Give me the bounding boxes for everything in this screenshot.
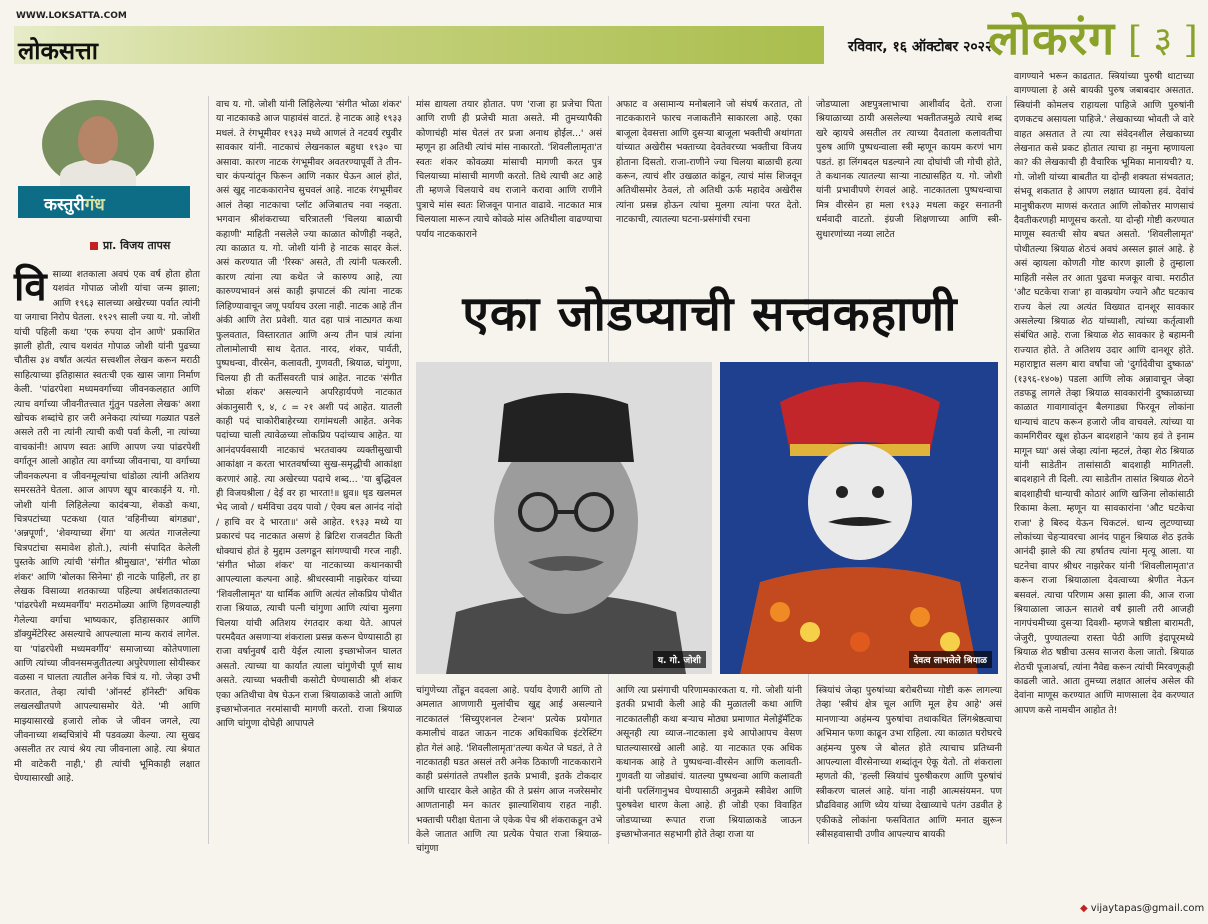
column-divider [208,96,209,844]
author-email[interactable] [1080,903,1204,914]
article-column-2 [216,98,402,842]
article-column-3-top [416,98,602,260]
website-url[interactable]: WWW.LOKSATTA.COM [16,11,127,21]
idol-photo [720,362,998,674]
article-text: साव्या शतकाला अवघं एक वर्ष होता होता यशवंत गोपाळ जोशी यांचा जन्म झाला; आणि १९६३ सालच्या अखेरच्या पर्वात त्यांनी या जगाचा निरोप घेतला. १९२९ साली ज्या य. गो. जोशी यांची पहिली कथा 'एक रुपया दोन आणे' प्रकाशित झाली होती, त्याच यशवंत गोपाळ जोशी यांनी पुढच्या चौतीस ३४ वर्षांत अत्यंत सत्त्वशील लेखन करून मराठी साहित्याच्या इतिहासात स्वतःची एक खास जागा निर्माण केली. 'पांढरपेशा मध्यमवर्गाच्या जीवनकलहात आणि त्याच वर्गाच्या जीवनीतत्त्वात गुंतुन पडलेला लेखक' अशा खोचक शब्दांचे हार जरी अनेकदा त्यांच्या गळ्यात पडले असले तरी ना त्यांनी त्याची कधी पर्वा केली, ना त्यांच्या वाचकांनी! आपण स्वतः आणि आपण ज्या पांढरपेशी वर्गातून आलो आहोत त्या वर्गाच्या जीवनाचा, या वर्गाच्या जीवनकल्पना व जीवनमूल्यांचा धांडोळा त्यांनी अतिशय समरसतेने घेतला. आज आपण खूप बारकाईने य. गो. जोशी यांनी लिहिलेल्या कादंबऱ्या, शेकडो कथा, चित्रपटांच्या पटकथा (यात 'वहिनीच्या बांगड्या', 'अन्नपूर्णा', 'शेवग्याच्या शेंगा' या अत्यंत गाजलेल्या चित्रपटांचा समावेश होतो.), त्यांनी संपादित केलेली पुस्तके आणि त्यांची 'संगीत श्रीमुखात', 'संगीत भोळा शंकर' आणि 'बोलका सिनेमा' ही नाटके पाहिली, तर हा लेखक विसाव्या शतकाच्या पहिल्या अर्धशतकातल्या 'पांढरपेशी मध्यमवर्गीय' मराठमोळ्या आणि हिणवल्याही गेलेल्या वर्गाचा भाष्यकार, इतिहासकार आणि डॉक्युमेंटेरिस्ट असल्याचे आपल्याला मान्य करावं लागेल. या 'पांढरपेशी मध्यमवर्गीय' समाजाच्या कोतेपणाला आणि त्यांच्या जीवनसमजुतीतल्या अपुरेपणाला सोयीस्कर वळसा न घालता त्यातील अनेक चित्रं य. गो. जेव्हा उभी करतात, तेव्हा त्यांची 'ऑनर्स्ट हॉनेस्टी' अधिक लखलखीतपणे आपल्यासमोर येते. 'मी आणि माझ्यासारखे हजारो लोक जे जीवन जगले, त्या जीवनाच्या शब्दचित्रांचे मी पडवळ्या केल्या. त्या सुखद असलीत तर त्याचं श्रेय त्या जीवनाला आहे. त्या श्रेयात मी वाटेकरी नाही,' ही त्यांची भूमिकाही लक्षात घेण्यासारखी आहे. [14,269,200,785]
article-text: वाच य. गो. जोशी यांनी लिहिलेल्या 'संगीत भोळा शंकर' या नाटकाकडे आज पाहावंसं वाटतं. हे नाटक आहे १९३३ मधलं. ते रंगभूमीवर १९३३ मध्ये आणलं ते नटवर्य रघुवीर सावकार यांनी. नाटकाचं लेखनकाल बहुधा १९३० चा असावा. कारण नाटक रंगभूमीवर अवतरण्यापूर्वी ते तीन-चार कंपन्यांतून फिरून आणि नकार घेऊन आलं होतं, असं खुद्द नाटककारानेच सुचवलं आहे. नाटक रंगभूमीवर आलं तेव्हा नाटकाचा प्लॉट अजिबातच नवा नव्हता. भगवान श्रीशंकराच्या चरित्रातली 'चिलया बाळाची कहाणी' माहिती नसलेले ज्या काळात कोणीही नव्हते, त्या काळात य. गो. जोशी यांनी हे नाटक सादर केलं. असं करण्यात जी 'रिस्क' असते, ती त्यांनी पत्करली. कारण त्यांना त्या कथेत जे कारुण्य आहे, त्या कारुण्यभावनं असं काही झपाटलं की त्यांना नाटक लिहिण्यावाचून जणू पर्यायच उरला नाही. नाटक आहे तीन अंकी आणि तेरा प्रवेशी. यात दहा पात्रं नाट्यगत कथा फुलवतात, विस्तारतात आणि अन्य तीन पात्रं त्यांना तोलामोलाची साथ देतात. नारद, शंकर, पार्वती, पुष्पधन्वा, वीरसेन, कलावती, गुणवती, श्रियाळ, चांगुणा, चिलया ही ती कर्तीसवरती पात्रं आहेत. नाटक 'संगीत भोळा शंकर' असल्याने अपरिहार्यपणे नाटकात अंकानुसारी ९, ४, ८ = २१ अशी पदं आहेत. यातली काही पदं चाकोरीबाहेरच्या रागांमधली आहेत. अनेक पदांच्या चाली त्यावेळच्या लोकप्रिय पदांच्याच आहेत. या आनंदपर्यवसायी नाटकाचं भरतवाक्य व्यक्तीसुखाची आकांक्षा न करता भारतवर्षाच्या सुख-समृद्धीची आकांक्षा करणारं आहे. त्या अखेरच्या पदाचे शब्द... 'या बुद्धिवल ही विजयश्रीला / देई वर हा भारता!॥ ध्रुव॥ धृड खलमल भेद जावो / धर्मविचा उदय पावो / ऐक्य बल आनंद नांदो / हाचि वर दे भारता॥' असे आहेत. १९३३ मध्ये या प्रकारचं पद नाटकात असणं हे ब्रिटिश राजवटीत किती धोक्याचं होतं हे मुद्दाम उलगडून सांगण्याची गरज नाही. 'संगीत भोळा शंकर' या नाटकाच्या कथानकाची आपल्याला कल्पना आहे. श्रीधरस्वामी नाझरेकर यांच्या 'शिवलीलामृत' या धार्मिक आणि अत्यंत लोकप्रिय पोथीत राजा श्रियाळ, त्याची पत्नी चांगुणा आणि त्यांचा मुलगा चिलया यांची अतिशय रंगतदार कथा येते. आपलं परमदैवत असणाऱ्या शंकराला प्रसन्न करून घेण्यासाठी हा राजा वर्षानुवर्षं दारी येईल त्याला इच्छाभोजन घालत असतो. त्याच्या या कार्यात त्याला चांगुणेची पूर्ण साथ असते. त्याच्या भक्तीची कसोटी घेण्यासाठी श्री शंकर एका अतिथीचा वेष घेऊन राजा श्रियाळाकडे जातो आणि इच्छाभोजनात नरमांसाची मागणी करतो. राजा श्रियाळ आणि चांगुणा दोघेही आपापले [216,99,402,730]
column-name-tag [18,186,190,218]
article-column-5-top [816,98,1002,260]
article-column-1 [14,264,200,842]
author-photo [42,100,154,188]
column-divider [408,96,409,844]
article-text: स्त्रियांचं जेव्हा पुरुषांच्या बरोबरीच्या गोष्टी करू लागल्या तेव्हा 'स्त्रीचं क्षेत्र चूल आणि मूल हेच आहे' असं मानणाऱ्या अहंमन्य पुरुषांचा तथाकथित लिंगश्रेष्ठत्वाचा अभिमान फणा काढून उभा राहिला. त्या काळात घरोघरचे अहंमन्य पुरुष जे बोलत होते त्याचाच प्रतिध्वनी आपल्याला वीरसेनाच्या शब्दांतून ऐकू येतो. तो शंकराला म्हणतो की, 'हल्ली स्त्रियांचं पुरुषीकरण आणि पुरुषांचं स्त्रीकरण चाललं आहे. यांना नाही आत्मसंयमन. पण प्रौढविवाह आणि ध्येय यांच्या देखाव्याचे पतंग उडवीत हे एकीकडे लोकांना फसवितात आणि मनात झुरून स्त्रीसहवासाची उणीव आपल्याच बायकी [816,685,1002,841]
publication-date: रविवार, १६ ऑक्टोबर २०२२ [848,39,993,55]
diamond-icon: ◆ [1080,903,1088,914]
article-text: जोडप्याला अष्टपुत्रलाभाचा आशीर्वाद देतो. राजा श्रियाळाच्या ठायी असलेल्या भक्तीतजमुळे त्याचे शब्द खरे व्हायचे असतील तर त्याच्या दैवताला कलावतीचा पुरुष आणि पुष्पधन्वाला स्त्री म्हणून कायम करणं भाग पडतं. हा लिंगबदल घडल्याने त्या दोघांची जी गोची होते, ते कथानक त्यातल्या साऱ्या नाट्यासहित य. गो. जोशी यांनी प्रभावीपणे रंगवलं आहे. नाटकातला पुष्पधन्वाचा मित्र वीरसेन हा मला १९३३ मधला कट्टर सनातनी धर्मवादी वाटतो. इंग्रजी शिक्षणाच्या आणि स्त्री-सुधारणांच्या नव्या लाटेत [816,99,1002,240]
section-title: लोकरंग [988,11,1116,65]
idol-caption: देवत्व लाभलेले श्रियाळ [909,651,993,668]
article-text: आणि त्या प्रसंगाची परिणामकारकता य. गो. जोशी यांनी इतकी प्रभावी केली आहे की मुळातली कथा आणि नाटकातलीही कथा बऱ्याच मोठ्या प्रमाणात मेलोड्रॅमॅटिक असूनही त्या व्याज-नाटकाला इथे आपोआपच वेसण घातल्यासारखे आली आहे. या नाटकात एक अधिक कथानक आहे ते पुष्पधन्वा-वीरसेन आणि कलावती-गुणवती या जोड्यांचं. यातल्या पुष्पधन्वा आणि कलावती यांनी परलिंगानुभव घेण्यासाठी अनुक्रमे स्त्रीवेश आणि पुरुषवेश धारण केला आहे. ही जोडी एका विवाहित जोडप्याच्या रूपात राजा श्रियाळाकडे जाऊन इच्छाभोजनात सहभागी होते तेव्हा राजा या [616,685,802,841]
article-column-3-bottom [416,684,602,855]
article-text: वागण्याने भरून काढतात. स्त्रियांच्या पुरुषी थाटाच्या वागण्याला हे असे बायकी पुरुष जबाबदार असतात. स्त्रियांनी कोमलच राहायला पाहिजे आणि पुरुषांनी दणकटच असायला पाहिजे.' लेखकाच्या भोवती जे वारे वाहत असतात ते त्या त्या संवेदनशील लेखकाच्या लेखनात कसे प्रकट होतात त्याचा हा नमुना म्हणायला का? की लेखकाची ही वैचारिक भूमिका मानायची? य. गो. जोशी यांच्या बाबतीत या दोन्ही शक्यता संभवतात; संभवू शकतात हे आपण लक्षात घ्यायला हवं. देवांचं मानुषीकरण माणसं करतात आणि लोकोत्तर माणसाचं दैवतीकरणही माणूसच करतो. या दोन्ही गोष्टी करण्यात माणूस स्वतःची सोय बघत असतो. 'शिवलीलामृत' पोथीतल्या श्रियाळ शेठचं अवघं अस्सल झालं आहे. हे असं व्हायला कोणती गोष्ट कारण झाली हे तुम्हाला माहिती नसेल तर आता पुढचा मजकूर वाचा. मराठीत 'औट घटकेचा राजा' हा वाक्प्रयोग ज्याने औट घटकाच राज्य केलं त्या अत्यंत विख्यात दानशूर सावकार असलेल्या श्रियाळ शेठ यांच्याशी, त्यांच्या कर्तृत्वाशी संबंधित आहे. राजा श्रियाळ शेठ सावकार हे बहामनी राज्यात होते. ते अतिशय उदार आणि दानशूर होते. महाराष्ट्रात सलग बारा वर्षांचा जो 'दुर्गादेवीचा दुष्काळ' (१३९६-१४०७) पडला आणि लोक अन्नावाचून जेव्हा तडफडू लागले तेव्हा श्रियाळ सावकारांनी दुष्काळाच्या काळात गावागावांतून बैलगाड्या फिरवून लोकांना धान्याचं वाटप करून हजारो जीव वाचवले. त्यांच्या या कामगिरीवर खूश होऊन बादशहाने 'काय हवं ते इनाम मागून घ्या' असं जेव्हा त्यांना म्हटलं, तेव्हा शेठ श्रियाळ यांनी साडेतीन तासांसाठी बादशाही मागितली. बादशहाने ती दिली. त्या साडेतीन तासांत श्रियाळ शेठने बादशाहीची धान्याची कोठारं आणि खजिना लोकांसाठी रिकामा केला. म्हणून या सावकारांना 'औट घटकेचा राजा' हे बिरुद येऊन चिकटलं. धान्य लुटण्याच्या लोकांच्या चेहऱ्यावरचा आनंद पाहून श्रियाळ शेठ इतके आनंदी झाले की त्या हर्षातच त्यांना मृत्यू आला. या घटनेचा वापर श्रीधर नाझरेकर यांनी 'शिवलीलामृता'त करून राजा श्रियाळाला देवत्वाच्या श्रेणीत नेऊन बसवलं. त्याचा परिणाम असा झाला की, आज राजा श्रियाळाला जाऊन सातशे वर्षं झाली तरी आजही नागपंचमीच्या दुसऱ्या दिवशी- म्हणजे षष्ठीला बारामती, जेजुरी, पुण्यातल्या रास्ता पेठी आणि इंदापूरमध्ये श्रियाळ शेठ षष्ठीचा उत्सव साजरा केला जातो. श्रियाळ शेठची पूजाअर्चा, त्यांना नैवेद्य करून त्यांची मिरवणूकही काढली जाते. आता तुमच्या लक्षात आलंच असेल की देवांना माणूस करण्यात आणि माणसाला देव करण्यात आपण कसे नामचीन आहोत ते! [1014,71,1194,716]
article-text: चांगुणेच्या तोंडून वदवला आहे. पर्याय देणारी आणि तो अमलात आणणारी मुलांचीच खुद्द आई असल्याने नाटकातलं 'सिच्युएशनल टेन्शन' प्रत्येक प्रयोगात कमालीचं वाढत जाऊन नाटक अधिकाधिक इंटरेस्टिंग होत गेलं आहे. 'शिवलीलामृता'तल्या कथेत जे घडतं, ते ते नाटकातही घडत असलं तरी अनेक ठिकाणी नाटककाराने काही प्रसंगांतले तपशील इतके प्रभावी, इतके टोकदार आणि धारदार केले आहेत की ते प्रसंग आज नजरेसमोर आणतानाही मन कातर झाल्याशिवाय राहत नाही. भक्ताची परीक्षा घेताना जे एकेक पेच श्री शंकराकडून उभे केले जातात आणि त्या प्रत्येक पेचात राजा श्रियाळ-चांगुणा [416,685,602,855]
header-band [14,26,824,64]
article-text: अफाट व असामान्य मनोबलाने जो संघर्ष करतात, तो नाटककाराने फारच नजाकतीने साकारला आहे. एका बाजूला देवसत्ता आणि दुसऱ्या बाजूला भक्तीची अथांगता यांच्यात अखेरीस भक्ताच्या देवतेवरच्या भक्तीचा विजय होताना दिसतो. राजा-राणीने ज्या चिलया बाळाची हत्या करून, त्याचं शीर उखळात कांडून, त्याचं मांस शिजवून अतिथीसमोर ठेवलं, तो अतिथी ऊर्फ महादेव अखेरीस त्यांना प्रसन्न होऊन त्यांचा मुलगा त्यांना परत देतो. नाटकाची, त्यातल्या घटना-प्रसंगांची रचना [616,99,802,226]
article-text: मांस द्यायला तयार होतात. पण 'राजा हा प्रजेचा पिता आणि राणी ही प्रजेची माता असते. मी तुमच्यापैकी कोणाचंही मांस घेतलं तर प्रजा अनाथ होईल...' असं म्हणून हा अतिथी त्यांचं मांस नाकारतो. 'शिवलीलामृता'त स्वतः शंकर कोवळ्या मांसाची मागणी करत पुत्र चिलयाच्या मांसाची मागणी करतो. तिथे त्याची अट आहे ती म्हणजे चिलयाचे वध राजाने करावा आणि राणीने पुत्राचे मांस स्वतः शिजवून पानात वाढावे. नाटकात मात्र चिलयाला मारून त्याचे कोवळे मांस अतिथीला वाढण्याचा पर्याय नाटककाराने [416,99,602,240]
article-column-5-bottom [816,684,1002,844]
page-number: [ ३ ] [1128,20,1198,61]
article-column-4-bottom [616,684,802,844]
portrait-photo [416,362,712,674]
column-name-accent: गंध [84,195,105,215]
portrait-caption: य. गो. जोशी [653,651,706,668]
email-text: vijaytapas@gmail.com [1090,903,1205,914]
author-name: प्रा. विजय तापस [103,239,171,252]
article-column-4-top [616,98,802,260]
article-headline: एका जोडप्याची सत्त्वकहाणी [462,286,958,342]
idol-illustration [720,362,998,674]
portrait-illustration [416,362,712,674]
article-column-6 [1014,70,1194,896]
column-divider [1006,96,1007,844]
drop-cap: वि [14,264,47,310]
author-byline [90,238,170,253]
column-name-main: कस्तुरी [44,195,85,215]
byline-marker-icon [90,242,98,250]
newspaper-logo: लोकसत्ता [18,37,98,65]
